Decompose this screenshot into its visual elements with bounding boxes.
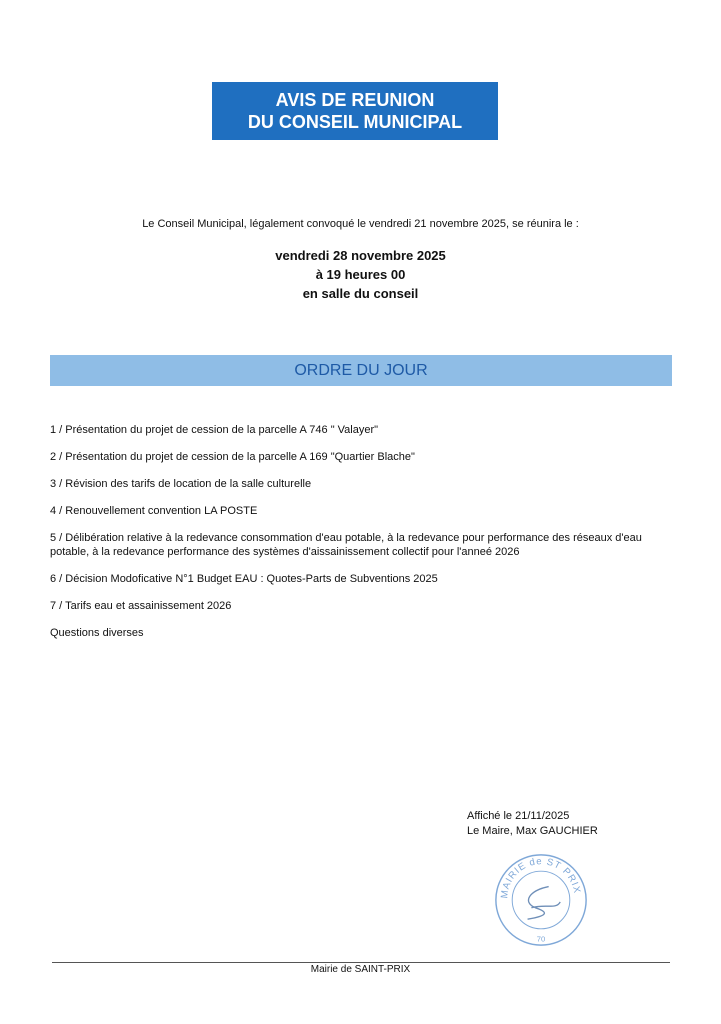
notice-title-line2: DU CONSEIL MUNICIPAL — [247, 112, 463, 132]
agenda-item: 2 / Présentation du projet de cession de la parcelle A 169 "Quartier Blache" — [50, 451, 415, 463]
meeting-date: vendredi 28 novembre 2025 — [275, 248, 446, 263]
agenda-item: 1 / Présentation du projet de cession de la parcelle A 746 " Valayer" — [50, 424, 379, 436]
stamp-outer-ring — [496, 855, 586, 945]
meeting-time: à 19 heures 00 — [315, 267, 406, 282]
stamp-text: MAIRIE de ST PRIX — [499, 856, 583, 899]
mayor-name: Le Maire, Max GAUCHIER — [467, 825, 598, 837]
agenda-item: 3 / Révision des tarifs de location de la salle culturelle — [50, 478, 312, 490]
meeting-details — [0, 246, 721, 303]
agenda-list — [50, 423, 670, 653]
notice-title-line1: AVIS DE REUNION — [275, 90, 435, 110]
agenda-heading: ORDRE DU JOUR — [50, 355, 672, 386]
stamp-number: 70 — [536, 934, 546, 944]
convocation-text: Le Conseil Municipal, légalement convoqué le vendredi 21 novembre 2025, se réunira le : — [142, 218, 579, 230]
posted-date: Affiché le 21/11/2025 — [467, 810, 570, 822]
agenda-item: Questions diverses — [50, 627, 144, 639]
signature-icon — [528, 887, 561, 920]
agenda-item: 4 / Renouvellement convention LA POSTE — [50, 505, 258, 517]
meeting-place: en salle du conseil — [302, 286, 419, 301]
agenda-item: 5 / Délibération relative à la redevance consommation d'eau potable, à la redevance pour performance des réseaux d'eau potable, à la redevance performance des systèmes d'aissainissement collectif pour l'anneé 2026 — [50, 532, 642, 558]
footer-divider — [52, 962, 670, 963]
agenda-item: 6 / Décision Modoficative N°1 Budget EAU : Quotes-Parts de Subventions 2025 — [50, 573, 438, 585]
stamp-inner-ring — [512, 871, 570, 929]
footer-text: Mairie de SAINT-PRIX — [310, 964, 411, 975]
agenda-item: 7 / Tarifs eau et assainissement 2026 — [50, 600, 232, 612]
notice-title — [212, 82, 498, 140]
mairie-stamp-icon — [493, 852, 589, 948]
posting-info — [467, 809, 598, 839]
